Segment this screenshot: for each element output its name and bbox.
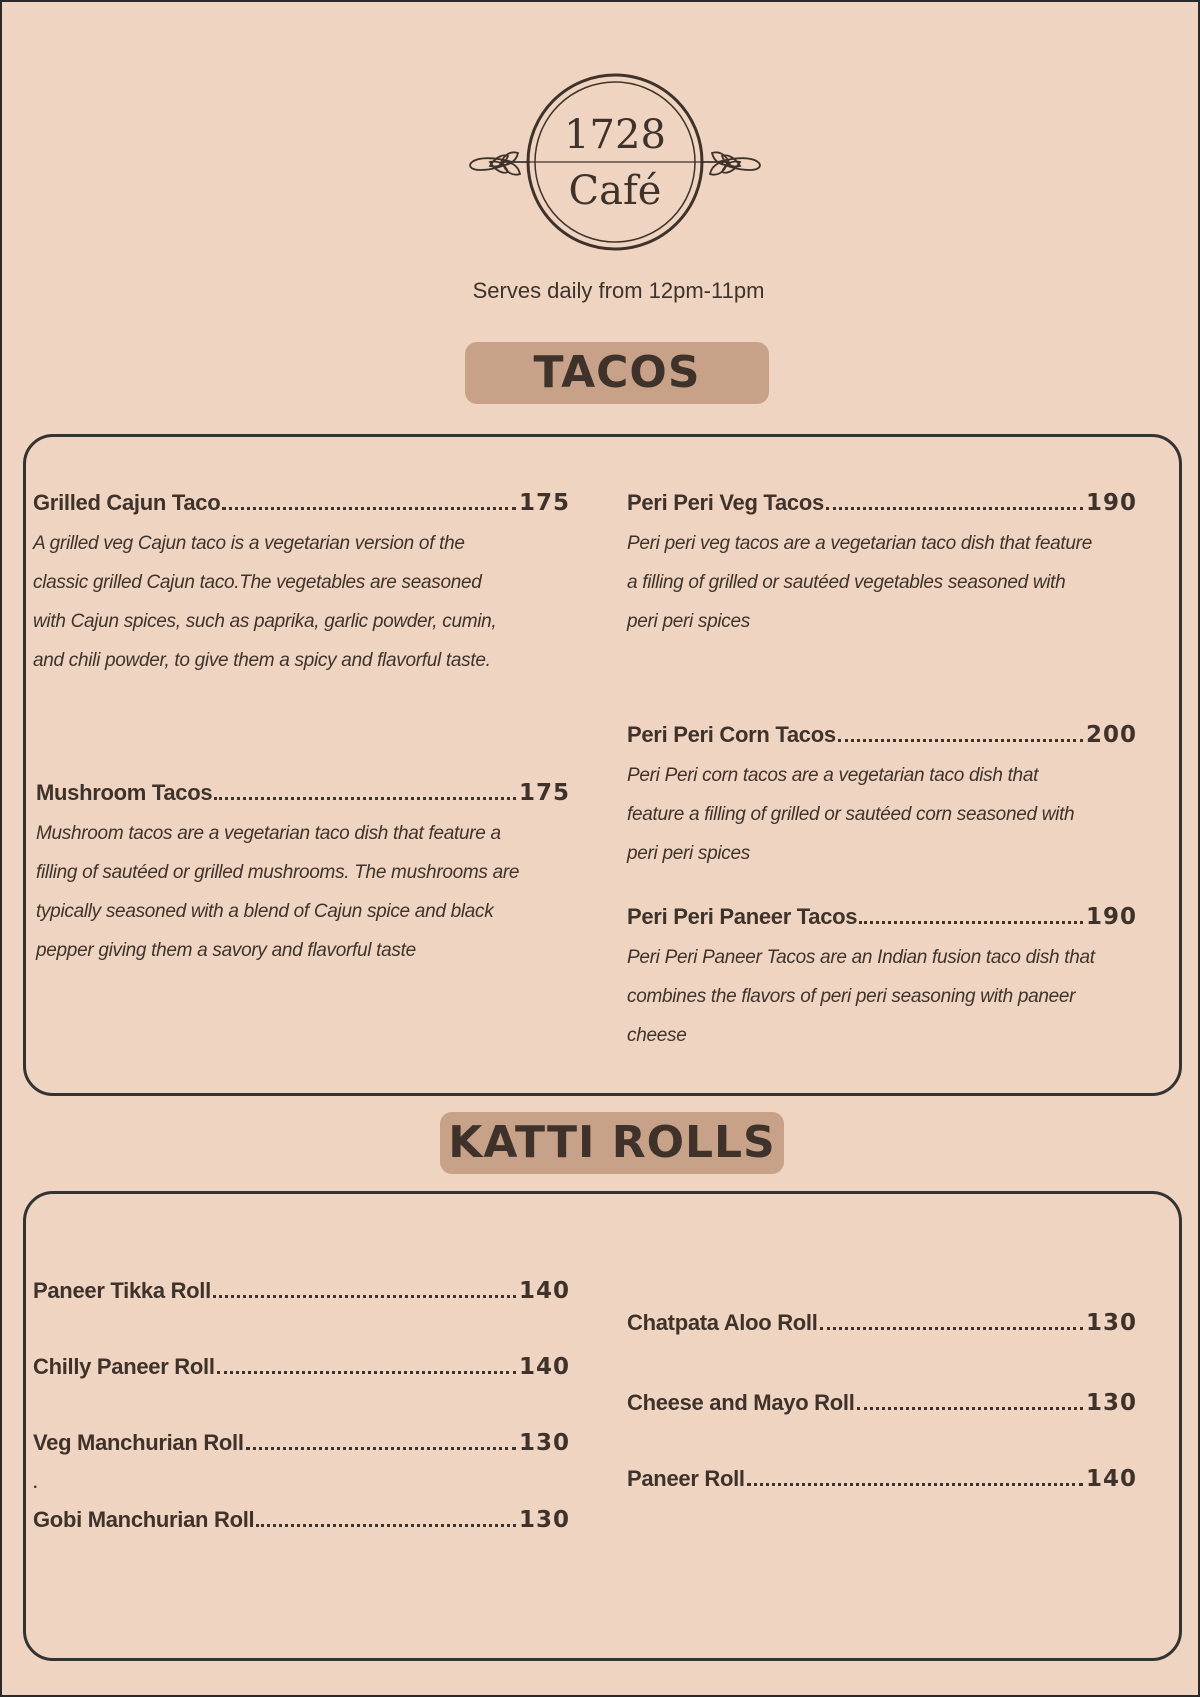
item-name: Chilly Paneer Roll	[33, 1354, 215, 1379]
item-price: 130	[518, 1430, 570, 1456]
menu-item	[627, 1310, 1137, 1336]
item-price: 130	[1085, 1310, 1137, 1336]
item-name: Grilled Cajun Taco	[33, 490, 221, 515]
menu-item	[627, 1390, 1137, 1416]
item-price: 140	[518, 1278, 570, 1304]
item-name: Peri Peri Paneer Tacos	[627, 904, 858, 929]
item-description: A grilled veg Cajun taco is a vegetarian version of the classic grilled Cajun taco.The vegetables are seasoned with Cajun spices, such as paprika, garlic powder, cumin, and chili powder, to give them a spicy and flavorful taste.	[33, 533, 497, 671]
item-description: Peri Peri corn tacos are a vegetarian taco dish that feature a filling of grilled or sautéed corn seasoned with peri peri spices	[627, 765, 1075, 864]
item-description: Peri Peri Paneer Tacos are an Indian fusion taco dish that combines the flavors of peri peri seasoning with paneer cheese	[627, 947, 1095, 1046]
dot-leader	[838, 739, 1083, 742]
menu-item	[33, 490, 570, 680]
dot-leader	[217, 1371, 516, 1374]
katti-rolls-panel	[23, 1191, 1182, 1661]
item-price: 140	[518, 1354, 570, 1380]
menu-item	[627, 904, 1137, 1055]
dot-leader	[820, 1327, 1083, 1330]
item-name: Paneer Roll	[627, 1466, 745, 1491]
cafe-logo	[450, 70, 780, 255]
dot-leader	[246, 1447, 516, 1450]
menu-item	[33, 1278, 570, 1304]
dot-leader	[747, 1483, 1083, 1486]
item-description: Peri peri veg tacos are a vegetarian taco dish that feature a filling of grilled or sautéed vegetables seasoned with peri peri spices	[627, 533, 1092, 632]
item-price: 140	[1085, 1466, 1137, 1492]
item-price: 175	[518, 490, 570, 516]
dot-leader	[857, 1407, 1083, 1410]
item-name: Veg Manchurian Roll	[33, 1430, 244, 1455]
logo-word: Café	[568, 168, 662, 214]
item-price: 175	[518, 780, 570, 806]
item-name: Gobi Manchurian Roll	[33, 1507, 255, 1532]
item-price: 130	[1085, 1390, 1137, 1416]
dot-leader	[222, 507, 516, 510]
logo-number: 1728	[564, 112, 666, 158]
menu-item	[627, 722, 1137, 873]
logo-emblem-icon	[450, 70, 780, 255]
item-name: Peri Peri Corn Tacos	[627, 722, 836, 747]
menu-item	[627, 490, 1137, 641]
item-name: Paneer Tikka Roll	[33, 1278, 211, 1303]
item-price: 190	[1085, 490, 1137, 516]
item-price: 190	[1085, 904, 1137, 930]
dot-leader	[826, 507, 1083, 510]
item-price: 200	[1085, 722, 1137, 748]
item-name: Peri Peri Veg Tacos	[627, 490, 824, 515]
item-name: Mushroom Tacos	[36, 780, 213, 805]
section-title-tacos: TACOS	[465, 342, 769, 404]
menu-item	[33, 1507, 570, 1533]
item-name: Chatpata Aloo Roll	[627, 1310, 818, 1335]
dot-leader	[859, 921, 1083, 924]
stray-dot: .	[33, 1475, 38, 1492]
item-price: 130	[518, 1507, 570, 1533]
menu-item	[33, 1354, 570, 1380]
menu-item	[36, 780, 570, 970]
dot-leader	[214, 797, 516, 800]
item-name: Cheese and Mayo Roll	[627, 1390, 855, 1415]
item-description: Mushroom tacos are a vegetarian taco dish that feature a filling of sautéed or grilled mushrooms. The mushrooms are typically seasoned with a blend of Cajun spice and black pepper giving them a savory and flavorful taste	[36, 823, 520, 961]
serving-hours: Serves daily from 12pm-11pm	[472, 278, 765, 303]
menu-item	[627, 1466, 1137, 1492]
menu-item	[33, 1430, 570, 1456]
dot-leader	[213, 1295, 516, 1298]
section-title-katti-rolls: KATTI ROLLS	[440, 1112, 784, 1174]
dot-leader	[256, 1524, 516, 1527]
